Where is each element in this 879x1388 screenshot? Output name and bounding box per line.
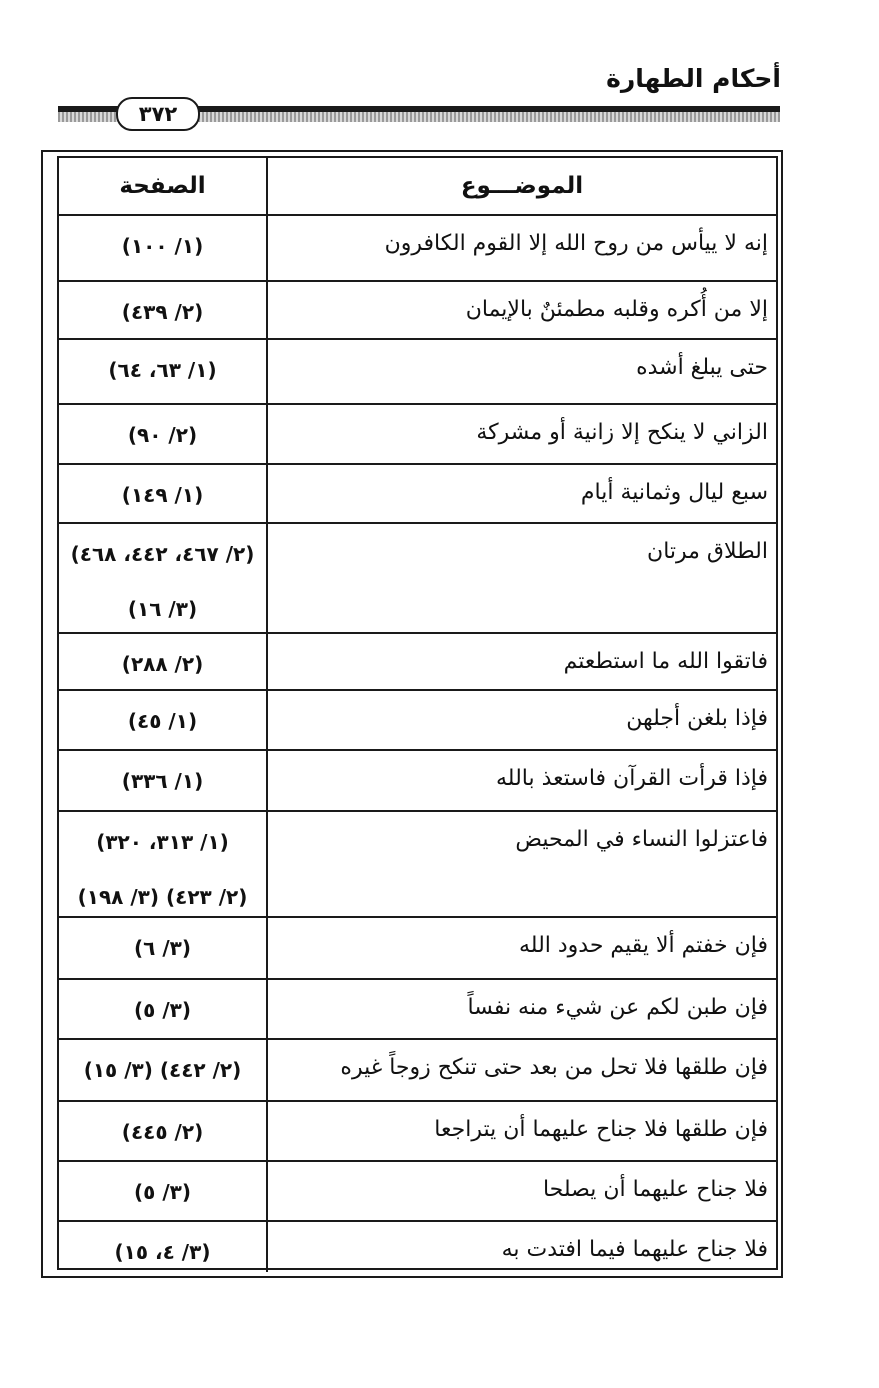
topic-cell: إلا من أُكره وقلبه مطمئنٌ بالإيمان bbox=[465, 297, 768, 322]
table-row bbox=[59, 1162, 776, 1222]
topic-cell: فإن طبن لكم عن شيء منه نفساً bbox=[467, 995, 768, 1020]
table-row bbox=[59, 812, 776, 918]
page-reference: (٢/ ٤٤٥) bbox=[121, 1120, 204, 1144]
topic-cell: فلا جناح عليهما فيما افتدت به bbox=[501, 1237, 768, 1262]
index-table-inner bbox=[57, 156, 778, 1270]
topic-cell: إنه لا ييأس من روح الله إلا القوم الكافرون bbox=[384, 231, 768, 256]
table-row bbox=[59, 751, 776, 812]
table-row bbox=[59, 524, 776, 634]
topic-cell: حتى يبلغ أشده bbox=[636, 355, 768, 380]
table-row bbox=[59, 340, 776, 405]
table-row bbox=[59, 691, 776, 751]
table-row bbox=[59, 634, 776, 691]
page-reference: (٢/ ٤٣٩) bbox=[121, 300, 204, 324]
topic-cell: فلا جناح عليهما أن يصلحا bbox=[542, 1177, 768, 1202]
page-reference: (٢/ ٩٠) bbox=[127, 423, 198, 447]
table-row bbox=[59, 1102, 776, 1162]
header-topic: الموضـــوع bbox=[460, 173, 584, 199]
topic-cell: الطلاق مرتان bbox=[647, 539, 768, 564]
page-reference: (٣/ ٤، ١٥) bbox=[114, 1240, 211, 1264]
table-header-row bbox=[59, 158, 776, 216]
table-row bbox=[59, 465, 776, 524]
page-number-badge: ٣٧٢ bbox=[116, 97, 200, 131]
table-row bbox=[59, 980, 776, 1040]
page-reference: (٢/ ٤٢٣) (٣/ ١٩٨) bbox=[77, 885, 248, 909]
page-reference: (٢/ ٤٦٧، ٤٤٢، ٤٦٨) bbox=[70, 542, 255, 566]
topic-cell: سبع ليال وثمانية أيام bbox=[580, 480, 768, 505]
page-reference: (٣/ ٥) bbox=[134, 998, 191, 1022]
page-reference: (١/ ٣٣٦) bbox=[121, 769, 204, 793]
topic-cell: فاعتزلوا النساء في المحيض bbox=[515, 827, 768, 852]
topic-cell: الزاني لا ينكح إلا زانية أو مشركة bbox=[476, 420, 768, 445]
table-row bbox=[59, 1040, 776, 1102]
topic-cell: فإذا بلغن أجلهن bbox=[626, 706, 768, 731]
header-page: الصفحة bbox=[119, 173, 206, 199]
page-reference: (٣/ ٥) bbox=[134, 1180, 191, 1204]
page-reference: (٢/ ٤٤٢) (٣/ ١٥) bbox=[83, 1058, 242, 1082]
table-row bbox=[59, 282, 776, 340]
page-reference: (١/ ٣١٣، ٣٢٠) bbox=[96, 830, 229, 854]
page-reference: (٣/ ١٦) bbox=[127, 597, 198, 621]
topic-cell: فإن طلقها فلا تحل من بعد حتى تنكح زوجاً غيره bbox=[340, 1055, 768, 1080]
topic-cell: فإن طلقها فلا جناح عليهما أن يتراجعا bbox=[434, 1117, 768, 1142]
table-row bbox=[59, 405, 776, 465]
table-row bbox=[59, 216, 776, 282]
page-reference: (١/ ٦٣، ٦٤) bbox=[108, 358, 217, 382]
topic-cell: فإن خفتم ألا يقيم حدود الله bbox=[518, 933, 768, 958]
page-header-title: أحكام الطهارة bbox=[606, 64, 781, 93]
page-reference: (٢/ ٢٨٨) bbox=[121, 652, 204, 676]
topic-cell: فاتقوا الله ما استطعتم bbox=[563, 649, 768, 674]
page-reference: (٣/ ٦) bbox=[134, 936, 191, 960]
index-table bbox=[41, 150, 783, 1278]
page-reference: (١/ ١٤٩) bbox=[121, 483, 204, 507]
table-row bbox=[59, 918, 776, 980]
page-reference: (١/ ١٠٠) bbox=[121, 234, 204, 258]
table-row bbox=[59, 1222, 776, 1272]
topic-cell: فإذا قرأت القرآن فاستعذ بالله bbox=[496, 766, 768, 791]
page-reference: (١/ ٤٥) bbox=[127, 709, 198, 733]
